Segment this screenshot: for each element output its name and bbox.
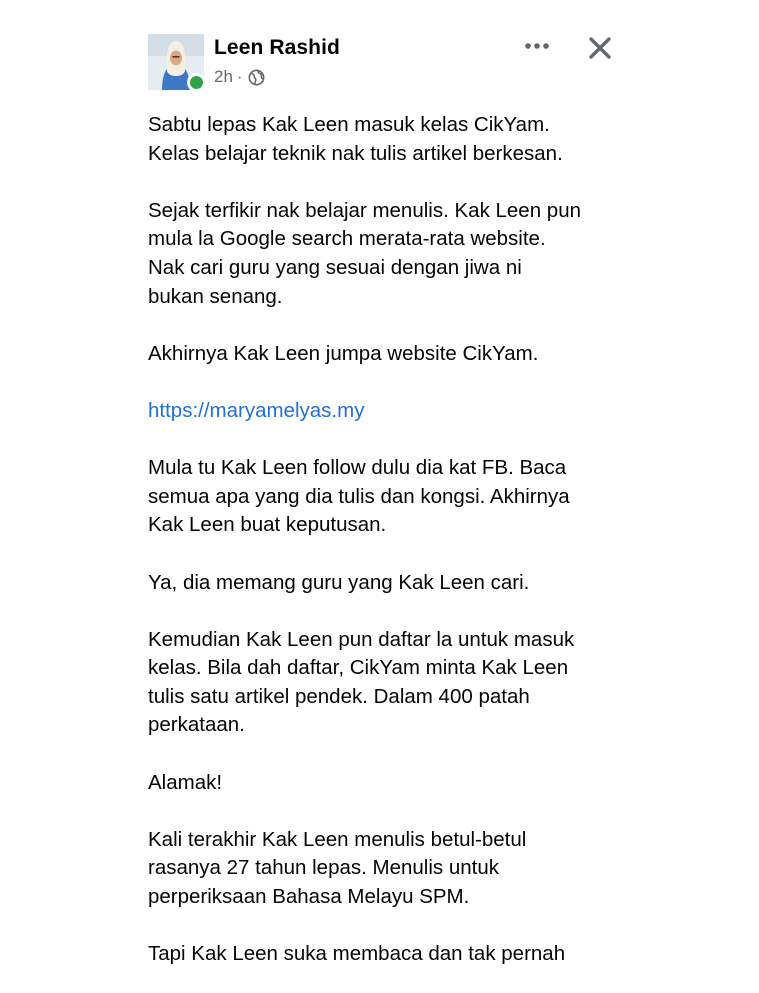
more-options-button[interactable]	[520, 34, 554, 58]
meta-separator: ·	[236, 67, 243, 86]
author-name[interactable]: Leen Rashid	[214, 36, 340, 59]
post-timestamp[interactable]: 2h	[214, 67, 233, 86]
post-header	[148, 34, 618, 94]
post-link-paragraph	[148, 397, 628, 426]
post-meta	[214, 66, 265, 88]
post-paragraph: Tapi Kak Leen suka membaca dan tak pernah	[148, 942, 566, 966]
close-button[interactable]	[584, 32, 616, 64]
post-paragraph: Ya, dia memang guru yang Kak Leen cari.	[148, 570, 530, 594]
post-paragraph: Sabtu lepas Kak Leen masuk kelas CikYam. Kelas belajar teknik nak tulis artikel berkesan.	[148, 113, 563, 165]
post-body	[148, 111, 628, 966]
website-link[interactable]: https://maryamelyas.my	[148, 398, 365, 422]
close-icon	[588, 36, 612, 60]
post-paragraph: Kemudian Kak Leen pun daftar la untuk masuk kelas. Bila dah daftar, CikYam minta Kak Leen tulis satu artikel pendek. Dalam 400 patah perkataan.	[148, 627, 575, 737]
more-horizontal-icon	[524, 42, 550, 50]
post-paragraph: Kali terakhir Kak Leen menulis betul-betul rasanya 27 tahun lepas. Menulis untuk perperiksaan Bahasa Melayu SPM.	[148, 827, 527, 909]
post-paragraph: Akhirnya Kak Leen jumpa website CikYam.	[148, 341, 539, 365]
post-paragraph: Sejak terfikir nak belajar menulis. Kak Leen pun mula la Google search merata-rata website. Nak cari guru yang sesuai dengan jiwa ni bukan senang.	[148, 198, 582, 308]
post-paragraph: Alamak!	[148, 770, 223, 794]
post-paragraph: Mula tu Kak Leen follow dulu dia kat FB. Baca semua apa yang dia tulis dan kongsi. Akhirnya Kak Leen buat keputusan.	[148, 456, 570, 537]
globe-icon[interactable]	[248, 69, 265, 86]
online-status-indicator	[187, 73, 206, 92]
